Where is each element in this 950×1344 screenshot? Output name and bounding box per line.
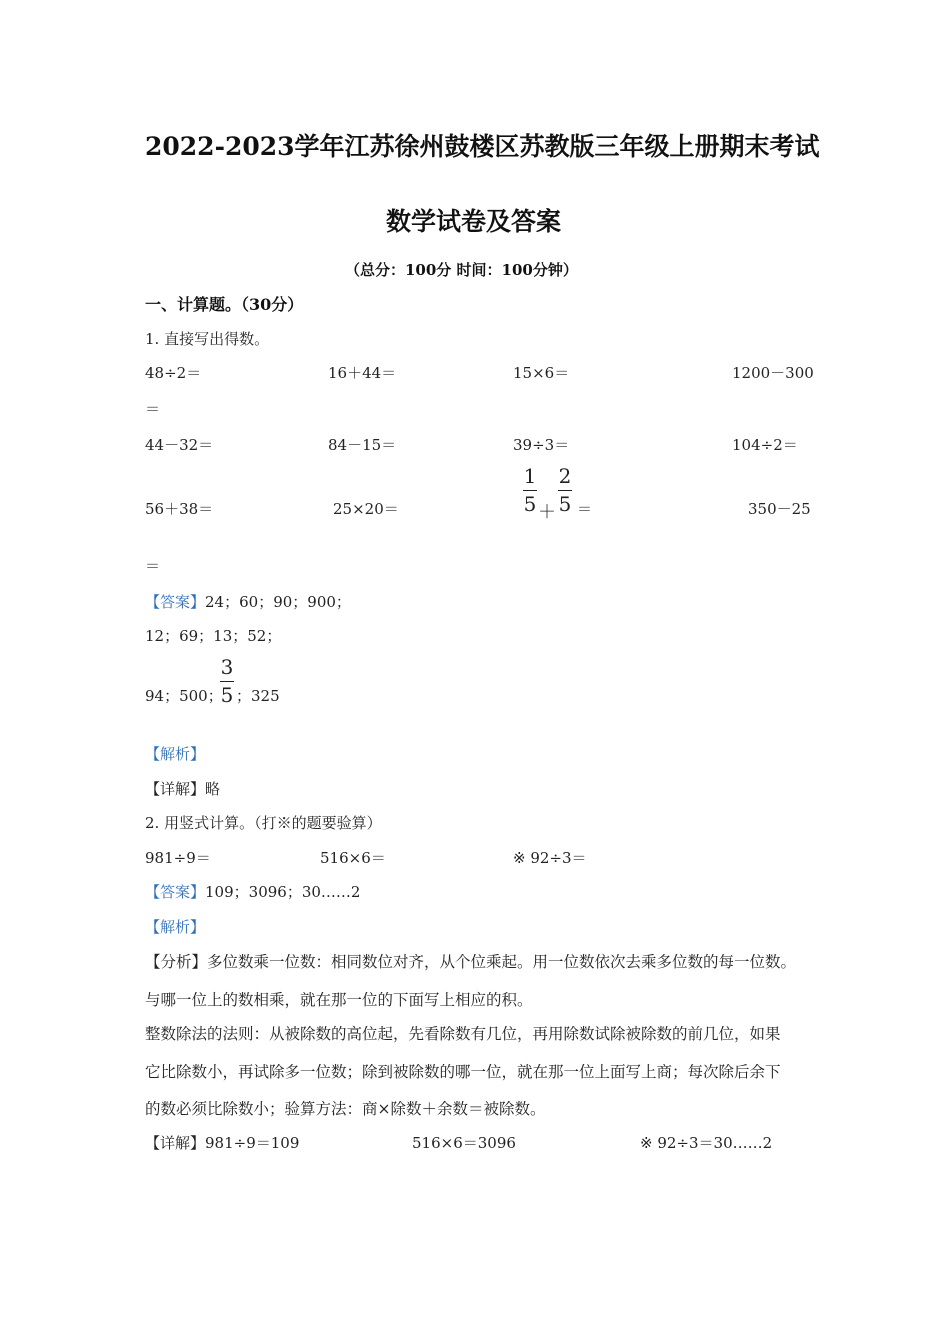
fraction-bar (558, 490, 572, 491)
analysis-tag: 【解析】 (145, 745, 206, 763)
q1-detail (145, 778, 220, 799)
question-2-prompt: 2. 用竖式计算。（打※的题要验算） (145, 814, 382, 832)
detail-item: 516×6＝3096 (412, 1134, 516, 1152)
q1-item: 104÷2＝ (732, 436, 798, 454)
q2-item: ※ 92÷3＝ (513, 849, 587, 867)
q1-item: 1200－300 (732, 364, 814, 382)
q1-item: 350－25 (748, 500, 811, 518)
q1-item: 84－15＝ (328, 436, 397, 454)
fraction-denominator: 5 (523, 492, 537, 516)
q2-item: 516×6＝ (320, 849, 386, 867)
fraction-denominator: 5 (220, 683, 234, 707)
q1-item: 25×20＝ (333, 500, 399, 518)
fraction-bar (220, 681, 234, 682)
q1-answer-line1 (145, 591, 351, 612)
doc-title-line1: 2022-2023学年江苏徐州鼓楼区苏教版三年级上册期末考试 (145, 132, 820, 161)
analysis-tag: 【解析】 (145, 918, 206, 936)
q1-wrap-equals: ＝ (145, 400, 161, 418)
q1-item: 44－32＝ (145, 436, 214, 454)
fraction-one-fifth (523, 466, 537, 514)
fraction-three-fifths (220, 657, 234, 705)
analysis-paragraph: 与哪一位上的数相乘，就在那一位的下面写上相应的积。 (145, 991, 533, 1009)
answer-tag: 【答案】 (145, 593, 206, 611)
q1-answer-line2: 12；69；13；52； (145, 627, 282, 645)
analysis-paragraph: 【分析】多位数乘一位数：相同数位对齐，从个位乘起。用一位数依次去乘多位数的每一位数。 (145, 953, 797, 971)
analysis-paragraph: 的数必须比除数小；验算方法：商×除数＋余数＝被除数。 (145, 1100, 546, 1118)
equals-sign: ＝ (577, 500, 593, 518)
q1-item: 48÷2＝ (145, 364, 202, 382)
analysis-paragraph: 它比除数小，再试除多一位数；除到被除数的哪一位，就在那一位上面写上商；每次除后余下 (145, 1063, 781, 1081)
doc-title-line2: 数学试卷及答案 (386, 207, 562, 236)
q2-detail (145, 1132, 299, 1153)
q2-item: 981÷9＝ (145, 849, 211, 867)
section-heading: 一、计算题。（30分） (145, 295, 304, 314)
question-1-prompt: 1. 直接写出得数。 (145, 330, 270, 348)
detail-item: 981÷9＝109 (205, 1134, 300, 1152)
fraction-bar (523, 490, 537, 491)
detail-text: 略 (205, 780, 221, 798)
q1-answer-line3-post: ；325 (236, 687, 280, 705)
fraction-numerator: 2 (558, 464, 572, 488)
q2-answer (145, 881, 360, 902)
fraction-numerator: 1 (523, 464, 537, 488)
q1-item: 16＋44＝ (328, 364, 397, 382)
answer-text: 109；3096；30……2 (205, 883, 361, 901)
q1-item: 56＋38＝ (145, 500, 214, 518)
doc-meta: （总分：100分 时间：100分钟） (345, 261, 578, 279)
detail-item: ※ 92÷3＝30……2 (640, 1134, 773, 1152)
detail-tag: 【详解】 (145, 780, 206, 798)
detail-tag: 【详解】 (145, 1134, 206, 1152)
q1-item: 39÷3＝ (513, 436, 570, 454)
answer-text: 24；60；90；900； (205, 593, 351, 611)
fraction-two-fifths (558, 466, 572, 514)
plus-sign: ＋ (538, 502, 556, 523)
q1-answer-line3-pre: 94；500； (145, 687, 223, 705)
answer-tag: 【答案】 (145, 883, 206, 901)
q1-item: 15×6＝ (513, 364, 570, 382)
fraction-numerator: 3 (220, 655, 234, 679)
analysis-paragraph: 整数除法的法则：从被除数的高位起，先看除数有几位，再用除数试除被除数的前几位，如果 (145, 1025, 781, 1043)
q1-wrap-equals: ＝ (145, 557, 161, 575)
fraction-denominator: 5 (558, 492, 572, 516)
